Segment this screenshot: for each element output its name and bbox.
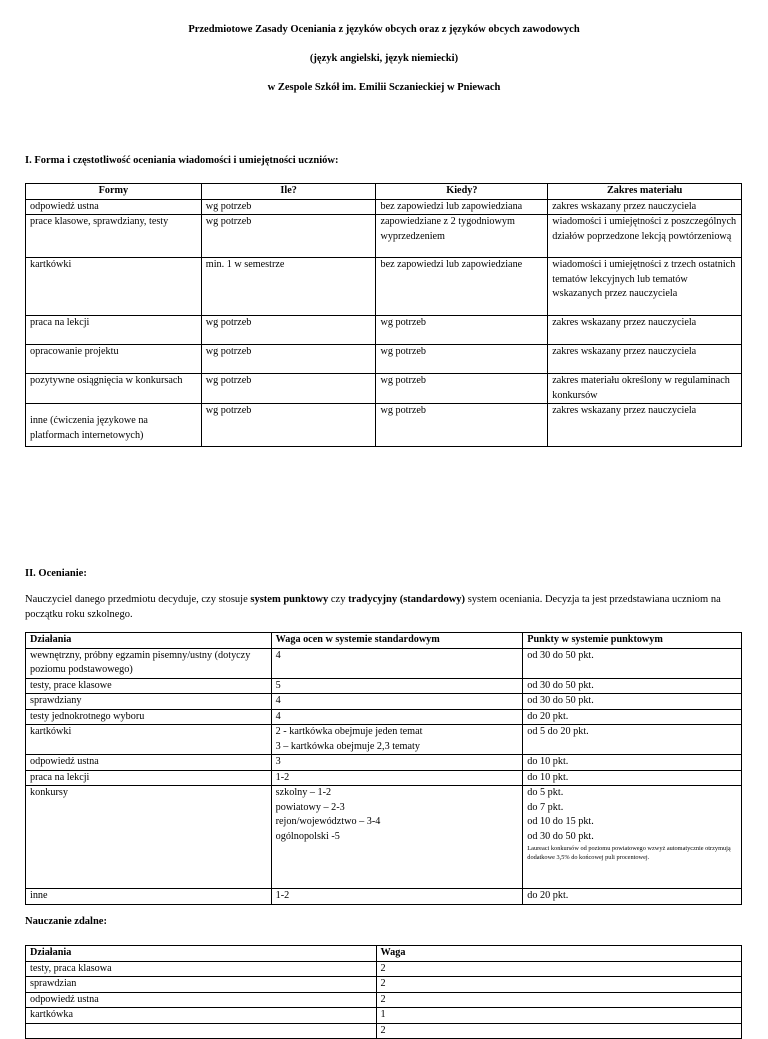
table-cell: wg potrzeb (201, 345, 376, 374)
table-row (26, 678, 742, 694)
table-cell: wg potrzeb (201, 215, 376, 258)
table-cell (523, 786, 742, 889)
table-cell: zakres wskazany przez nauczyciela (548, 199, 742, 215)
table-cell: inne (ćwiczenia językowe na platformach internetowych) (26, 404, 202, 447)
table-row (26, 345, 742, 374)
table-cell: 1-2 (271, 770, 523, 786)
table-cell: do 10 pkt. (523, 770, 742, 786)
table-cell: wg potrzeb (376, 316, 548, 345)
table-cell: kartkówki (26, 725, 272, 755)
table-cell: wg potrzeb (376, 345, 548, 374)
table-cell: prace klasowe, sprawdziany, testy (26, 215, 202, 258)
column-header: Działania (26, 633, 272, 649)
grading-weights-table (25, 632, 742, 905)
table-row (26, 755, 742, 771)
table-cell: 1-2 (271, 889, 523, 905)
table-cell: praca na lekcji (26, 316, 202, 345)
table-cell: wg potrzeb (201, 199, 376, 215)
table-cell: kartkówki (26, 258, 202, 316)
column-header: Formy (26, 184, 202, 200)
table-cell: wiadomości i umiejętności z poszczególnych działów poprzedzone lekcją powtórzeniową (548, 215, 742, 258)
table-cell: odpowiedź ustna (26, 755, 272, 771)
table-row (26, 977, 742, 993)
table-cell: testy, prace klasowe (26, 678, 272, 694)
table-row (26, 404, 742, 447)
table-cell: wiadomości i umiejętności z trzech ostatnich tematów lekcyjnych lub tematów wskazanych przez nauczyciela (548, 258, 742, 316)
table-cell: 2 (376, 961, 741, 977)
table-cell: zakres wskazany przez nauczyciela (548, 404, 742, 447)
table-cell: 4 (271, 709, 523, 725)
table-cell: wg potrzeb (201, 374, 376, 404)
table-cell: 4 (271, 648, 523, 678)
table-row (26, 709, 742, 725)
table-cell: inne (26, 889, 272, 905)
table-cell: praca na lekcji (26, 770, 272, 786)
table-cell: od 30 do 50 pkt. (523, 648, 742, 678)
table-cell: do 20 pkt. (523, 709, 742, 725)
table-row (26, 374, 742, 404)
table-row (26, 770, 742, 786)
column-header: Działania (26, 946, 377, 962)
table-row (26, 694, 742, 710)
system-tradycyjny-term: tradycyjny (standardowy) (348, 594, 466, 605)
laureate-note: Laureaci konkursów od poziomu powiatowego wzwyż automatycznie otrzymują dodatkowe 3,5% do końcowej puli procentowej. (527, 845, 731, 861)
table-cell: 2 (376, 992, 741, 1008)
table-cell: pozytywne osiągnięcia w konkursach (26, 374, 202, 404)
table-cell: sprawdziany (26, 694, 272, 710)
table-row (26, 992, 742, 1008)
column-header: Kiedy? (376, 184, 548, 200)
section1-title: I. Forma i częstotliwość oceniania wiadomości i umiejętności uczniów: (25, 155, 339, 166)
table-row-konkursy (26, 786, 742, 889)
table-row (26, 889, 742, 905)
table-cell: 5 (271, 678, 523, 694)
section2-title: II. Ocenianie: (25, 568, 87, 579)
table-cell: konkursy (26, 786, 272, 889)
table-cell: zakres materiału określony w regulaminach konkursów (548, 374, 742, 404)
column-header: Waga ocen w systemie standardowym (271, 633, 523, 649)
table-row (26, 199, 742, 215)
document-subtitle: (język angielski, język niemiecki) (309, 53, 459, 64)
table-cell: min. 1 w semestrze (201, 258, 376, 316)
table-cell: 3 (271, 755, 523, 771)
table-cell: 2 (376, 1023, 741, 1039)
table-cell: od 5 do 20 pkt. (523, 725, 742, 755)
assessment-forms-table (25, 183, 742, 447)
table-cell: 2 (376, 977, 741, 993)
table-row (26, 258, 742, 316)
table-cell: wewnętrzny, próbny egzamin pisemny/ustny (dotyczy poziomu podstawowego) (26, 648, 272, 678)
table-cell: do 20 pkt. (523, 889, 742, 905)
table-row (26, 648, 742, 678)
table-cell: odpowiedź ustna (26, 199, 202, 215)
column-header: Zakres materiału (548, 184, 742, 200)
table-cell: do 10 pkt. (523, 755, 742, 771)
table-cell: szkolny – 1-2 powiatowy – 2-3 rejon/województwo – 3-4 ogólnopolski -5 (271, 786, 523, 889)
remote-learning-table (25, 945, 742, 1039)
table-cell: zakres wskazany przez nauczyciela (548, 316, 742, 345)
table-row (26, 215, 742, 258)
column-header: Ile? (201, 184, 376, 200)
section3-title: Nauczanie zdalne: (25, 916, 107, 927)
table-cell: wg potrzeb (201, 404, 376, 447)
table-cell: od 30 do 50 pkt. (523, 678, 742, 694)
table-cell: 4 (271, 694, 523, 710)
table-cell: kartkówka (26, 1008, 377, 1024)
table-cell (26, 1023, 377, 1039)
table-cell: 1 (376, 1008, 741, 1024)
column-header: Waga (376, 946, 741, 962)
table-cell: zapowiedziane z 2 tygodniowym wyprzedzeniem (376, 215, 548, 258)
table-cell: 2 - kartkówka obejmuje jeden temat 3 – kartkówka obejmuje 2,3 tematy (271, 725, 523, 755)
table-row (26, 1008, 742, 1024)
table-cell: sprawdzian (26, 977, 377, 993)
column-header: Punkty w systemie punktowym (523, 633, 742, 649)
document-title: Przedmiotowe Zasady Oceniania z języków obcych oraz z języków obcych zawodowych (188, 24, 580, 35)
table-cell: od 30 do 50 pkt. (523, 694, 742, 710)
grading-system-intro: Nauczyciel danego przedmiotu decyduje, czy stosuje system punktowy czy tradycyjny (standardowy) system oceniania. Decyzja ta jest przedstawiana uczniom na początku roku szkolnego. (25, 594, 721, 620)
table-row (26, 316, 742, 345)
table-cell: testy, praca klasowa (26, 961, 377, 977)
competition-points: do 5 pkt. do 7 pkt. od 10 do 15 pkt. od 30 do 50 pkt. (527, 787, 594, 842)
table-cell: opracowanie projektu (26, 345, 202, 374)
table-cell: odpowiedź ustna (26, 992, 377, 1008)
school-name: w Zespole Szkół im. Emilii Sczanieckiej w Pniewach (267, 82, 501, 93)
table-cell: bez zapowiedzi lub zapowiedziane (376, 258, 548, 316)
table-cell: wg potrzeb (376, 374, 548, 404)
table-row (26, 1023, 742, 1039)
table-row (26, 961, 742, 977)
table-cell: wg potrzeb (201, 316, 376, 345)
table-cell: wg potrzeb (376, 404, 548, 447)
table-cell: zakres wskazany przez nauczyciela (548, 345, 742, 374)
table-row (26, 725, 742, 755)
table-cell: bez zapowiedzi lub zapowiedziana (376, 199, 548, 215)
system-punktowy-term: system punktowy (250, 594, 329, 605)
table-cell: testy jednokrotnego wyboru (26, 709, 272, 725)
